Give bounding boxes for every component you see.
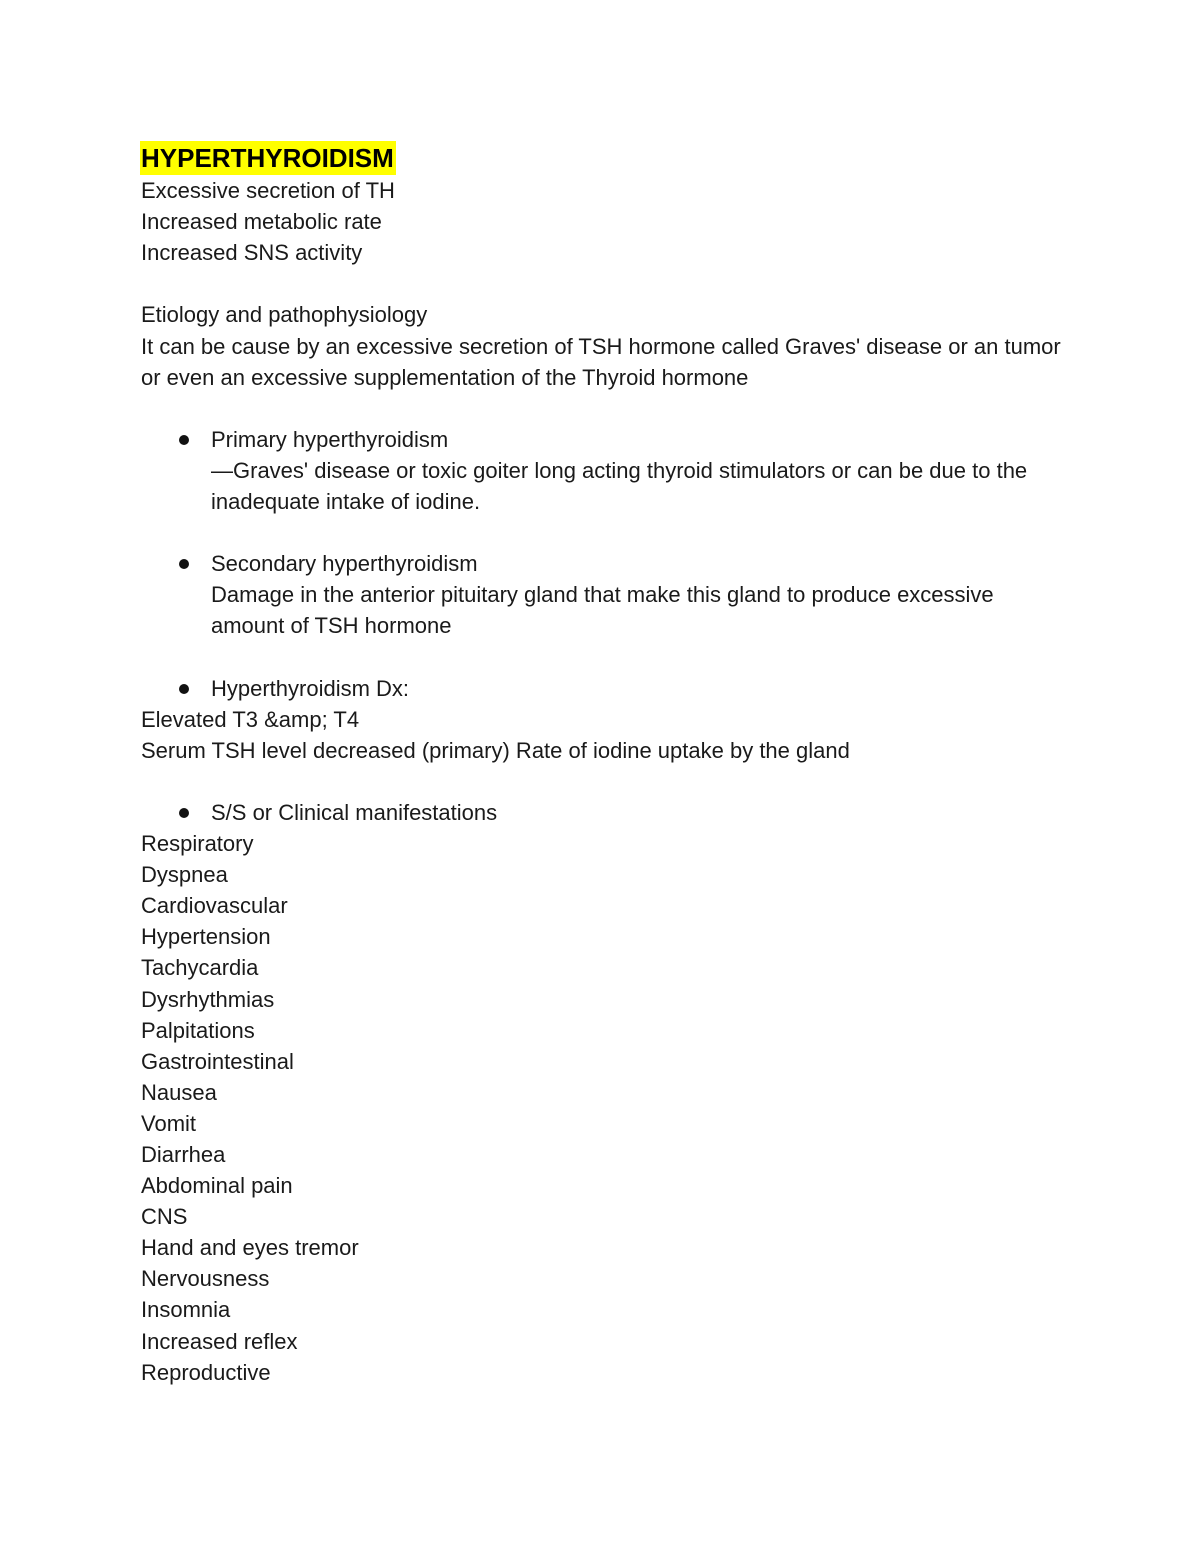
manifestation-line: Diarrhea [141, 1142, 226, 1167]
manifestation-line: Dysrhythmias [141, 986, 275, 1012]
document-page [141, 141, 1071, 1388]
manifestation-line: Cardiovascular [141, 893, 288, 919]
manifestation-line: Vomit [141, 1110, 197, 1136]
bullet-manifestations [141, 797, 1071, 828]
spacer [141, 766, 1071, 797]
intro-line-3: Increased SNS activity [141, 240, 363, 266]
manifestation-line: Nervousness [141, 1266, 270, 1292]
etiology-heading: Etiology and pathophysiology [141, 302, 428, 328]
spacer [141, 393, 1071, 424]
bullet-icon [179, 435, 189, 445]
intro-line-2: Increased metabolic rate [141, 209, 382, 235]
manifestation-line: Tachycardia [141, 955, 259, 981]
manifestation-line: Abdominal pain [141, 1173, 293, 1199]
bullet-secondary [141, 548, 1071, 641]
manifestation-line: Insomnia [141, 1297, 231, 1323]
primary-label: Primary hyperthyroidism [211, 426, 449, 452]
manifestation-line: Increased reflex [141, 1328, 298, 1354]
bullet-icon [179, 684, 189, 694]
manifestation-line: Respiratory [141, 831, 254, 857]
diagnosis-line-1: Elevated T3 &amp; T4 [141, 706, 360, 732]
manifestations-label: S/S or Clinical manifestations [211, 799, 498, 825]
manifestation-line: Hand and eyes tremor [141, 1235, 359, 1261]
manifestation-line: Gastrointestinal [141, 1048, 294, 1074]
diagnosis-label: Hyperthyroidism Dx: [211, 675, 410, 701]
manifestation-line: Palpitations [141, 1017, 255, 1043]
spacer [141, 268, 1071, 299]
manifestation-line: Hypertension [141, 924, 271, 950]
diagnosis-line-2: Serum TSH level decreased (primary) Rate of iodine uptake by the gland [141, 737, 850, 763]
manifestation-line: CNS [141, 1204, 188, 1230]
intro-line-1: Excessive secretion of TH [141, 178, 395, 204]
etiology-text: It can be cause by an excessive secretion of TSH hormone called Graves' disease or an tumor or even an excessive supplementation of the Thyroid hormone [141, 333, 1061, 390]
bullet-diagnosis [141, 673, 1071, 704]
manifestation-line: Nausea [141, 1079, 217, 1105]
manifestation-line: Reproductive [141, 1359, 271, 1385]
document-title: HYPERTHYROIDISM [141, 143, 394, 173]
bullet-icon [179, 808, 189, 818]
bullet-icon [179, 559, 189, 569]
spacer [141, 517, 1071, 548]
secondary-label: Secondary hyperthyroidism [211, 551, 478, 577]
secondary-text: Damage in the anterior pituitary gland that make this gland to produce excessive amount of TSH hormone [211, 582, 994, 639]
bullet-primary [141, 424, 1071, 517]
manifestation-line: Dyspnea [141, 862, 228, 888]
spacer [141, 642, 1071, 673]
primary-text: —Graves' disease or toxic goiter long acting thyroid stimulators or can be due to the inadequate intake of iodine. [211, 457, 1028, 515]
